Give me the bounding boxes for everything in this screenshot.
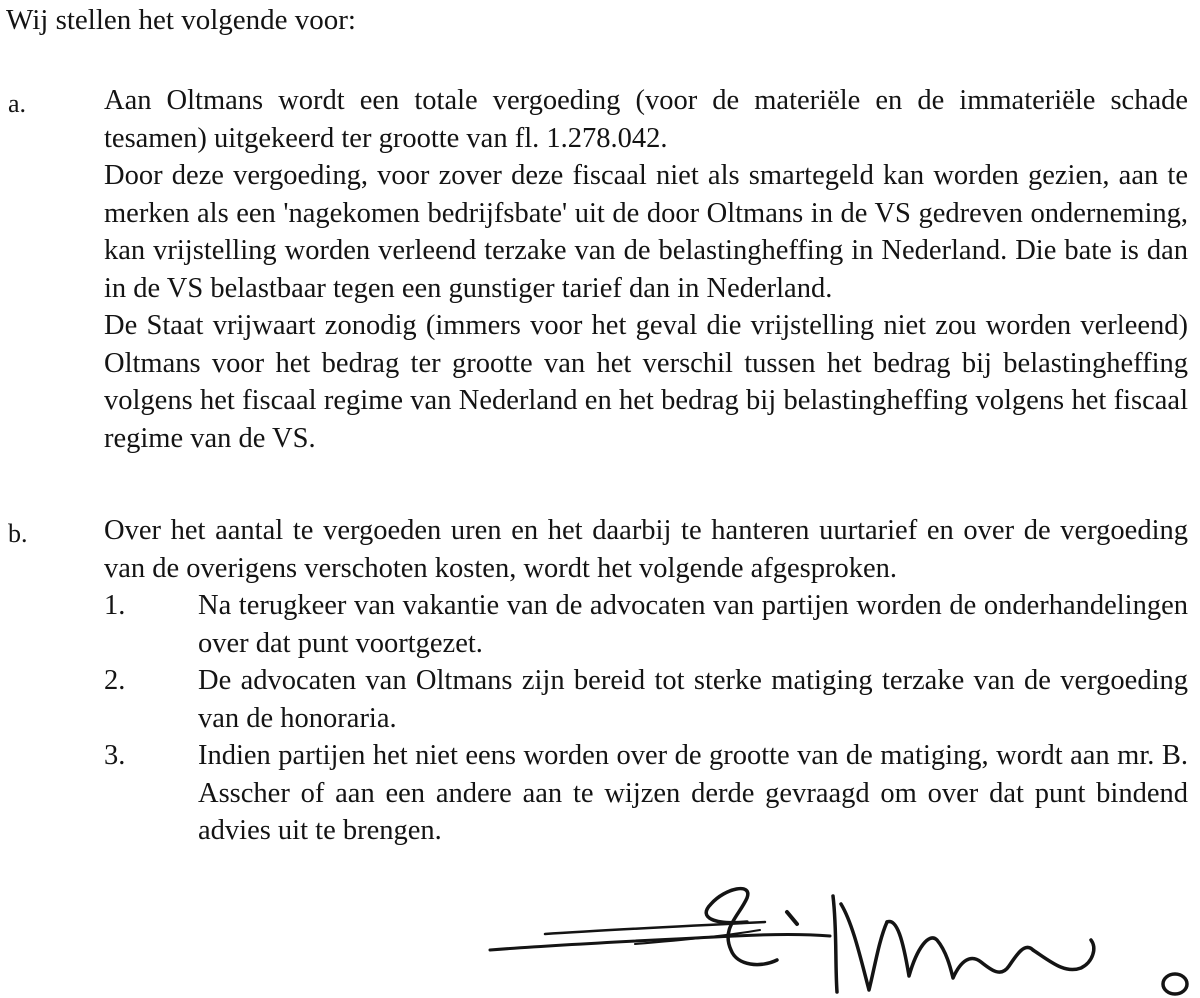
- item-a-paragraph-2: Door deze vergoeding, voor zover deze fiscaal niet als smartegeld kan worden gezien, aan te merken als een 'nagekomen bedrijfsbate' uit de door Oltmans in de VS gedreven onderneming, kan vrijstelling worden verleend terzake van de belastingheffing in Nederland. Die bate is dan in de VS belastbaar tegen een gunstiger tarief dan in Nederland.: [104, 160, 1188, 304]
- sublist-item-1-number: 1.: [104, 590, 126, 621]
- sublist-item-3-text: Indien partijen het niet eens worden over de grootte van de matiging, wordt aan mr. B. Asscher of aan een andere aan te wijzen derde gevraagd om over dat punt bindend advies uit te brengen.: [198, 740, 1188, 846]
- intro-line: Wij stellen het volgende voor:: [6, 4, 356, 36]
- sublist-item-3: [104, 737, 1188, 850]
- item-a-paragraph-3: De Staat vrijwaart zonodig (immers voor het geval die vrijstelling niet zou worden verleend) Oltmans voor het bedrag ter grootte van het verschil tussen het bedrag bij belastingheffing volgens het fiscaal regime van Nederland en het bedrag bij belastingheffing volgens het fiscaal regime van de VS.: [104, 310, 1188, 454]
- item-b-paragraph: Over het aantal te vergoeden uren en het daarbij te hanteren uurtarief en over de vergoeding van de overigens verschoten kosten, wordt het volgende afgesproken.: [104, 515, 1188, 584]
- sublist-item-1-text: Na terugkeer van vakantie van de advocaten van partijen worden de onderhandelingen over dat punt voortgezet.: [198, 590, 1188, 659]
- sublist-item-2: [104, 662, 1188, 737]
- handwritten-signature: [485, 870, 1200, 998]
- sublist-item-2-text: De advocaten van Oltmans zijn bereid tot sterke matiging terzake van de vergoeding van de honoraria.: [198, 665, 1188, 734]
- item-a-body: [104, 82, 1188, 457]
- item-a-paragraph-1: Aan Oltmans wordt een totale vergoeding (voor de materiële en de immateriële schade tesamen) uitgekeerd ter grootte van fl. 1.278.042.: [104, 85, 1188, 154]
- sublist-item-2-number: 2.: [104, 665, 126, 696]
- item-b-marker: b.: [8, 519, 28, 548]
- item-b-sublist: [104, 587, 1188, 850]
- item-a-marker: a.: [8, 89, 27, 118]
- item-b-body: [104, 512, 1188, 850]
- sublist-item-1: [104, 587, 1188, 662]
- sublist-item-3-number: 3.: [104, 740, 126, 771]
